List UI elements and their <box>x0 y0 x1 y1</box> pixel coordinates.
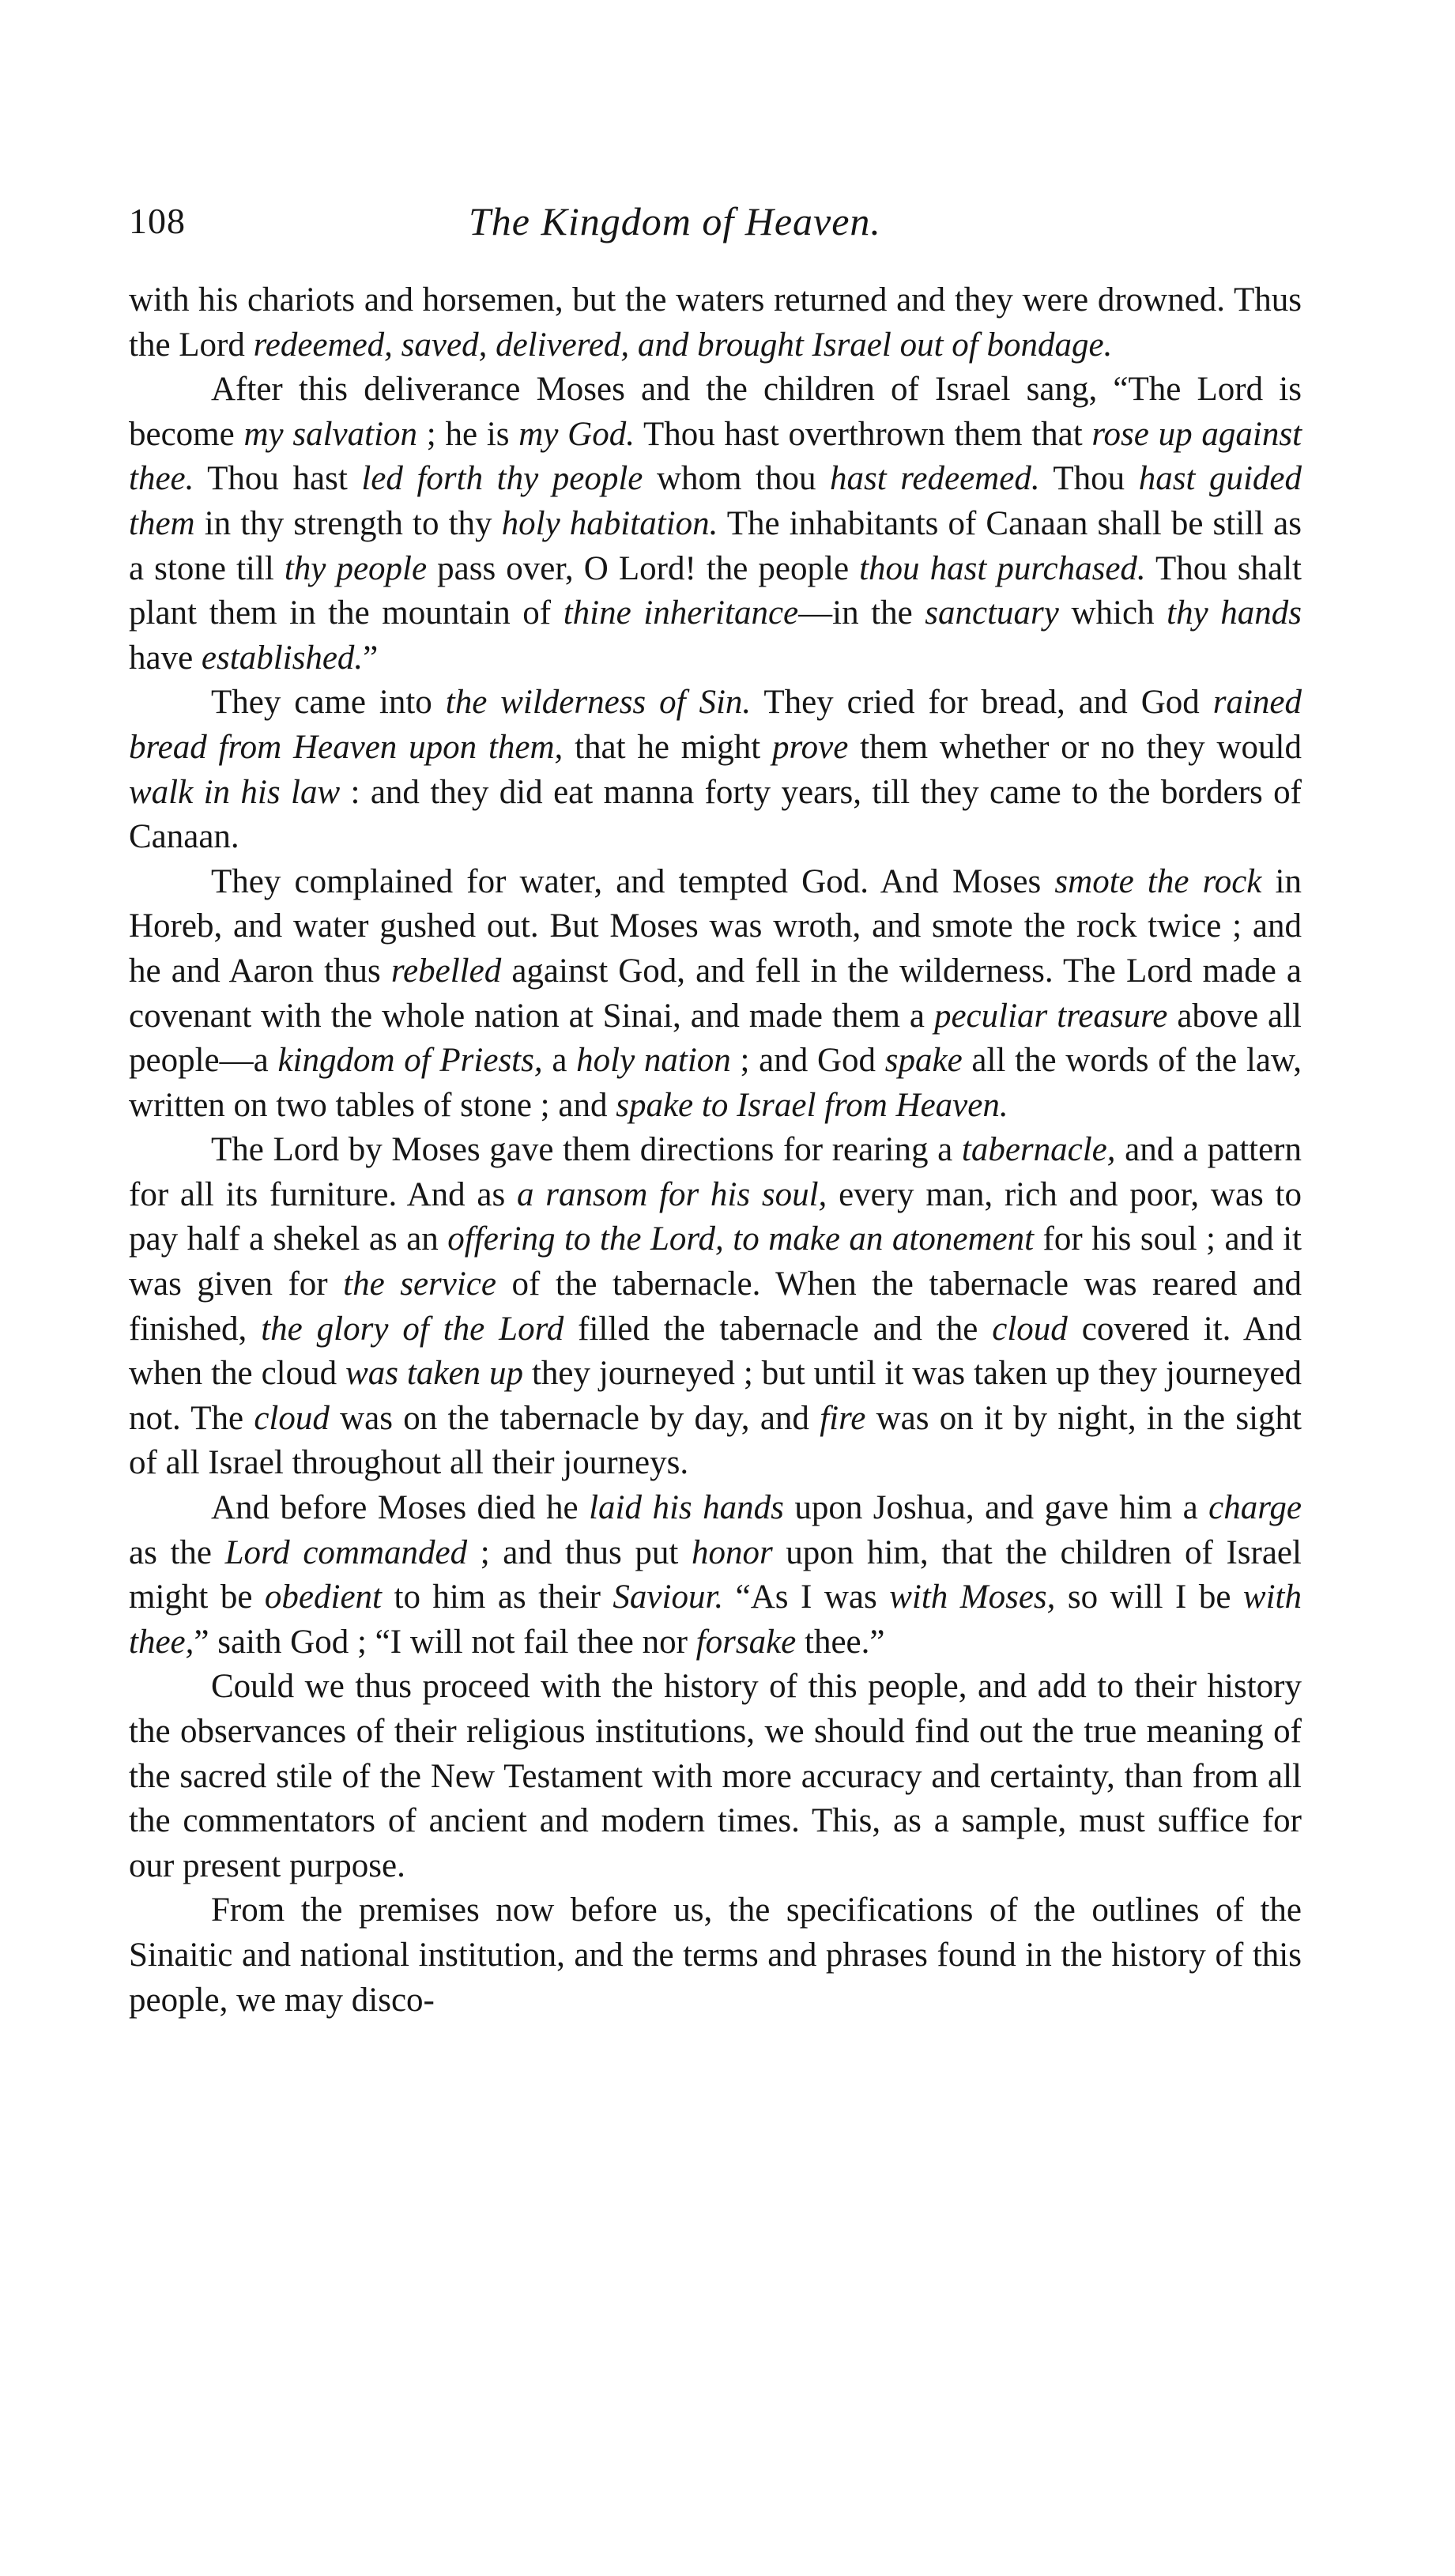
text-run: with his chariots and horsemen, but the waters returned and they were drowned. Thus the Lord <box>129 281 1302 364</box>
paragraph <box>129 1665 1302 1888</box>
italic-text: rained bread from Heaven upon them, <box>129 684 1302 766</box>
italic-text: hast redeemed. <box>830 460 1040 498</box>
text-run: ” saith God ; “I will not fail thee nor <box>194 1623 696 1661</box>
text-run: thee.” <box>796 1623 885 1661</box>
italic-text: my salvation <box>243 415 418 453</box>
italic-text: with Moses, <box>889 1578 1056 1616</box>
text-run: that he might <box>563 728 772 766</box>
italic-text: redeemed, saved, delivered, and brought Israel out of bondage. <box>253 326 1113 364</box>
italic-text: led forth thy people <box>361 460 643 498</box>
text-run: ” <box>363 639 379 677</box>
italic-text: the glory of the Lord <box>261 1310 564 1348</box>
italic-text: a ransom for his soul, <box>516 1175 827 1213</box>
italic-text: prove <box>771 728 849 766</box>
text-run: upon him, that the children of Israel might be <box>129 1533 1302 1616</box>
text-run: Thou <box>1039 460 1139 498</box>
text-run: Thou hast <box>194 460 362 498</box>
text-run: upon Joshua, and gave him a <box>783 1489 1209 1527</box>
italic-text: the service <box>343 1265 496 1303</box>
italic-text: hast guided them <box>129 460 1302 542</box>
italic-text: my God. <box>518 415 635 453</box>
italic-text: walk in his law <box>129 773 341 811</box>
paragraph <box>129 278 1302 368</box>
text-run: have <box>129 639 202 677</box>
text-run: in Horeb, and water gushed out. But Moses was wroth, and smote the rock twice ; and he and Aaron thus <box>129 862 1302 990</box>
text-run: against God, and fell in the wilderness. The Lord made a covenant with the whole nation at Sinai, and made them a <box>129 952 1302 1035</box>
text-run: a <box>542 1042 577 1080</box>
italic-text: thine inheritance <box>563 594 799 632</box>
text-run: The inhabitants of Canaan shall be still as a stone till <box>129 504 1302 587</box>
italic-text: thy people <box>284 549 428 587</box>
paragraph <box>129 1128 1302 1486</box>
italic-text: thou hast purchased. <box>859 549 1146 587</box>
text-run: pass over, O Lord! the people <box>427 549 860 587</box>
italic-text: was taken up <box>345 1355 523 1393</box>
italic-text: sanctuary <box>925 594 1059 632</box>
text-run: whom thou <box>643 460 831 498</box>
text-run: for his soul ; and it was given for <box>129 1220 1302 1303</box>
italic-text: cloud <box>254 1399 330 1437</box>
text-run: They complained for water, and tempted God. And Moses <box>211 862 1055 900</box>
italic-text: with thee, <box>129 1578 1302 1661</box>
italic-text: the wilderness of Sin. <box>445 684 752 722</box>
paragraph <box>129 1486 1302 1665</box>
text-run: ; he is <box>417 415 519 453</box>
italic-text: tabernacle, <box>961 1131 1116 1169</box>
italic-text: smote the rock <box>1054 862 1262 900</box>
text-run: above all people—a <box>129 997 1302 1080</box>
text-run: and a pattern for all its furniture. And as <box>129 1131 1302 1213</box>
page-number: 108 <box>129 201 186 241</box>
text-run: They cried for bread, and God <box>751 684 1213 722</box>
text-run: The Lord by Moses gave them directions for rearing a <box>211 1131 962 1169</box>
paragraph <box>129 368 1302 681</box>
italic-text: spake <box>884 1042 963 1080</box>
italic-text: peculiar treasure <box>933 997 1168 1035</box>
italic-text: thy hands <box>1167 594 1302 632</box>
text-run: of the tabernacle. When the tabernacle was reared and finished, <box>129 1265 1302 1348</box>
text-run: filled the tabernacle and the <box>564 1310 993 1348</box>
running-head <box>129 198 1299 253</box>
italic-text: Saviour. <box>613 1578 724 1616</box>
text-run: in thy strength to thy <box>194 504 502 542</box>
text-run: them whether or no they would <box>848 728 1302 766</box>
paragraph <box>129 1888 1302 2023</box>
italic-text: holy nation <box>576 1042 731 1080</box>
italic-text: fire <box>820 1399 866 1437</box>
text-run: And before Moses died he <box>211 1489 590 1527</box>
italic-text: Lord commanded <box>224 1533 468 1571</box>
text-run: so will I be <box>1055 1578 1243 1616</box>
text-run: Could we thus proceed with the history of this people, and add to their history the observances of their religious institutions, we should find out the true meaning of the sacred stile of the New Testament with more accuracy and certainty, than from all the commentators of ancient and modern times. This, as a sample, must suffice for our present purpose. <box>129 1668 1302 1884</box>
text-run: which <box>1058 594 1167 632</box>
text-run: Thou hast overthrown them that <box>634 415 1092 453</box>
text-run: as the <box>129 1533 225 1571</box>
text-run: : and they did eat manna forty years, till they came to the borders of Canaan. <box>129 773 1302 856</box>
text-run: “As I was <box>723 1578 890 1616</box>
italic-text: cloud <box>992 1310 1068 1348</box>
text-run: Thou shalt plant them in the mountain of <box>129 549 1302 632</box>
text-run: covered it. And when the cloud <box>129 1310 1302 1393</box>
text-run: all the words of the law, written on two tables of stone ; and <box>129 1042 1302 1124</box>
italic-text: kingdom of Priests, <box>277 1042 543 1080</box>
italic-text: laid his hands <box>589 1489 784 1527</box>
italic-text: offering to the Lord, to make an atonement <box>447 1220 1035 1258</box>
text-run: to him as their <box>382 1578 613 1616</box>
paragraph <box>129 681 1302 859</box>
italic-text: established. <box>201 639 364 677</box>
text-run: was on it by night, in the sight of all Israel throughout all their journeys. <box>129 1399 1302 1482</box>
text-run: From the premises now before us, the specifications of the outlines of the Sinaitic and national institution, and the terms and phrases found in the history of this people, we may disco- <box>129 1891 1302 2019</box>
text-run: ; and thus put <box>467 1533 692 1571</box>
text-run: —in the <box>798 594 925 632</box>
text-run: After this deliverance Moses and the children of Israel sang, “The Lord is become <box>129 371 1302 453</box>
italic-text: forsake <box>695 1623 797 1661</box>
text-run: ; and God <box>730 1042 885 1080</box>
text-run: was on the tabernacle by day, and <box>329 1399 820 1437</box>
italic-text: holy habitation. <box>501 504 718 542</box>
running-title: The Kingdom of Heaven. <box>469 199 881 243</box>
italic-text: honor <box>691 1533 773 1571</box>
italic-text: rose up against thee. <box>129 415 1302 498</box>
italic-text: spake to Israel from Heaven. <box>616 1086 1008 1124</box>
italic-text: charge <box>1208 1489 1302 1527</box>
body-text <box>129 278 1302 2023</box>
paragraph <box>129 860 1302 1129</box>
italic-text: rebelled <box>390 952 502 990</box>
text-run: they journeyed ; but until it was taken up they journeyed not. The <box>129 1355 1302 1437</box>
italic-text: obedient <box>264 1578 382 1616</box>
text-run: every man, rich and poor, was to pay half a shekel as an <box>129 1175 1302 1258</box>
text-run: They came into <box>211 684 446 722</box>
